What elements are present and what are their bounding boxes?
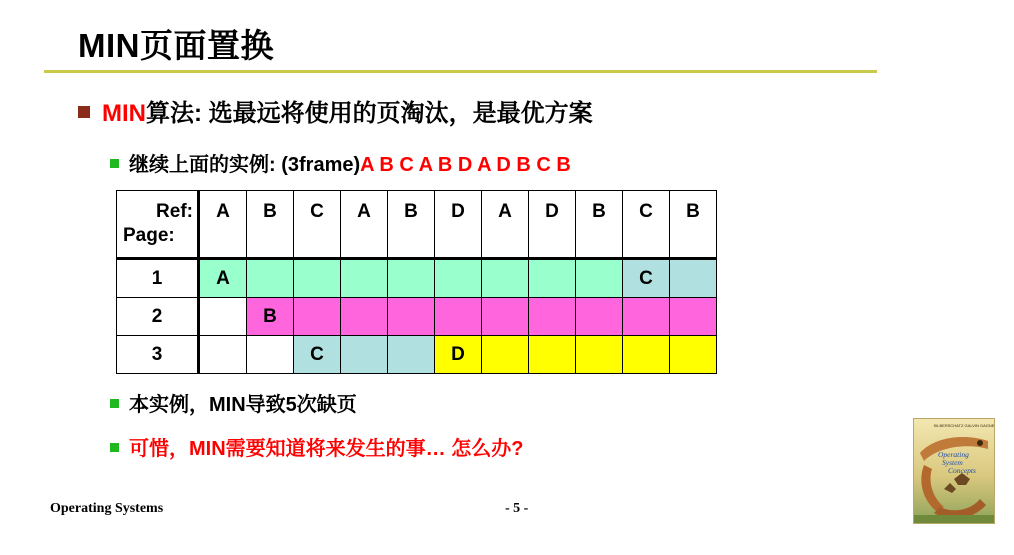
ref-cell: B — [576, 191, 623, 259]
frame-cell — [576, 298, 623, 336]
frame-cell — [623, 336, 670, 374]
frame-cell — [482, 336, 529, 374]
bullet1-red-text: MIN — [102, 100, 146, 127]
bullet-page-faults — [110, 388, 357, 417]
frame-cell — [623, 298, 670, 336]
ref-cell: A — [199, 191, 247, 259]
frame-cell — [388, 298, 435, 336]
square-bullet-icon — [110, 443, 119, 452]
frame-row-2 — [117, 298, 717, 336]
frame-cell — [529, 298, 576, 336]
frame-cell: A — [199, 259, 247, 298]
frame-row-3 — [117, 336, 717, 374]
frame-cell: B — [247, 298, 294, 336]
header-cell — [117, 191, 199, 259]
bullet4-text: 可惜，MIN需要知道将来发生的事… 怎么办? — [129, 438, 524, 460]
frame-label: 1 — [117, 259, 199, 298]
page-replacement-table — [116, 190, 717, 374]
frame-cell — [388, 336, 435, 374]
frame-cell — [482, 298, 529, 336]
frame-cell: C — [294, 336, 341, 374]
frame-cell — [670, 298, 717, 336]
book-title-line-3: Concepts — [948, 466, 976, 475]
frame-cell — [576, 336, 623, 374]
slide-title: MIN页面置换 — [78, 27, 274, 64]
frame-cell — [482, 259, 529, 298]
frame-cell — [341, 259, 388, 298]
frame-cell — [388, 259, 435, 298]
frame-label: 3 — [117, 336, 199, 374]
frame-cell — [294, 298, 341, 336]
ref-cell: B — [388, 191, 435, 259]
frame-cell — [247, 259, 294, 298]
ref-cell: B — [670, 191, 717, 259]
frame-label: 2 — [117, 298, 199, 336]
frame-cell — [435, 259, 482, 298]
frame-cell — [529, 259, 576, 298]
frame-cell — [576, 259, 623, 298]
frame-cell: C — [623, 259, 670, 298]
bullet1-text: 算法: 选最远将使用的页淘汰，是最优方案 — [146, 100, 593, 127]
ref-cell: A — [341, 191, 388, 259]
ref-cell: C — [623, 191, 670, 259]
ref-cell: C — [294, 191, 341, 259]
frame-cell — [199, 298, 247, 336]
ref-label: Ref: — [156, 201, 193, 222]
frame-cell: D — [435, 336, 482, 374]
dinosaur-book-icon — [914, 419, 994, 523]
bullet2-text: 继续上面的实例: (3frame) — [129, 154, 361, 176]
square-bullet-icon — [78, 106, 90, 118]
table-header-row — [117, 191, 717, 259]
frame-cell — [529, 336, 576, 374]
ref-cell: A — [482, 191, 529, 259]
bullet-future-knowledge — [110, 432, 523, 461]
book-title-line-1: Operating — [938, 450, 969, 459]
reference-sequence: A B C A B D A D B C B — [360, 154, 571, 176]
square-bullet-icon — [110, 399, 119, 408]
bullet-min-algorithm — [78, 93, 593, 128]
book-title-line-2: System — [942, 458, 963, 467]
bullet-example — [110, 148, 571, 177]
frame-cell — [670, 336, 717, 374]
frame-row-1 — [117, 259, 717, 298]
frame-cell — [294, 259, 341, 298]
square-bullet-icon — [110, 159, 119, 168]
ref-cell: D — [435, 191, 482, 259]
ref-cell: D — [529, 191, 576, 259]
frame-cell — [341, 298, 388, 336]
book-authors: SILBERSCHATZ GALVIN GAGNE — [933, 423, 994, 428]
book-cover-image — [913, 418, 995, 524]
ref-cell: B — [247, 191, 294, 259]
page-label: Page: — [123, 225, 175, 246]
footer-course: Operating Systems — [50, 501, 164, 516]
frame-cell — [341, 336, 388, 374]
frame-cell — [247, 336, 294, 374]
footer-page-number: - 5 - — [505, 501, 529, 516]
title-underline — [44, 70, 877, 73]
frame-cell — [199, 336, 247, 374]
frame-cell — [435, 298, 482, 336]
frame-cell — [670, 259, 717, 298]
bullet3-text: 本实例，MIN导致5次缺页 — [129, 394, 357, 416]
